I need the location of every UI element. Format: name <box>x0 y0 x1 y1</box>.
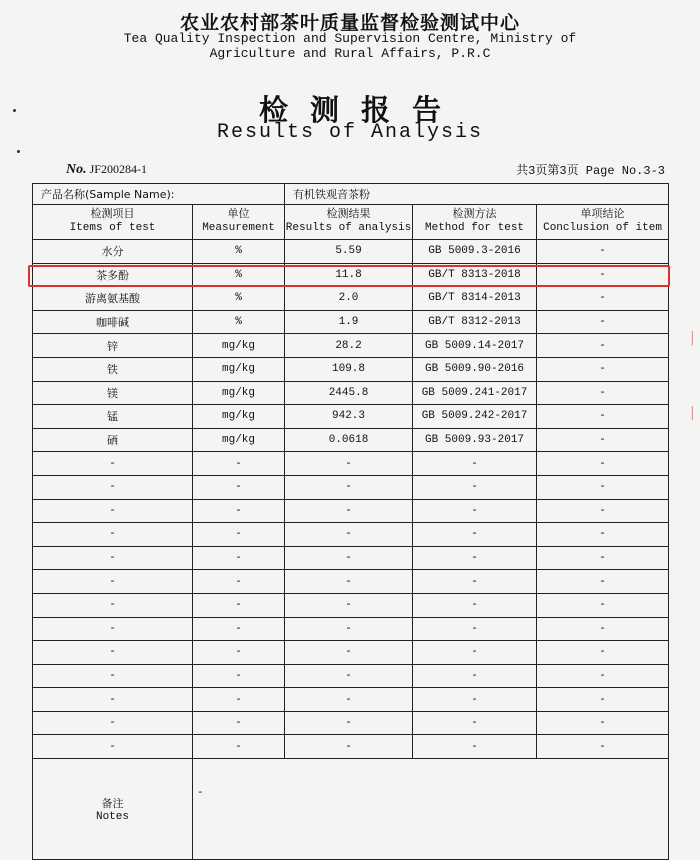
empty-cell: - <box>285 546 413 570</box>
empty-cell: - <box>33 546 193 570</box>
data-row-3: 咖啡碱 % 1.9 GB/T 8312-2013 - <box>33 310 669 334</box>
empty-cell: - <box>537 664 669 688</box>
notes-label: 备注 Notes <box>33 759 193 860</box>
empty-cell: - <box>33 664 193 688</box>
sample-name-label: 产品名称(Sample Name): <box>33 184 285 205</box>
empty-cell: - <box>413 593 537 617</box>
empty-cell: - <box>193 617 285 641</box>
empty-cell: - <box>413 523 537 547</box>
data-row-7: 锰 mg/kg 942.3 GB 5009.242-2017 - <box>33 405 669 429</box>
notes-value: - <box>193 759 669 860</box>
empty-cell: - <box>193 452 285 476</box>
report-number-value: JF200284-1 <box>89 162 147 176</box>
empty-cell: - <box>285 617 413 641</box>
report-title-cn: 检测报告 <box>258 93 463 127</box>
empty-row <box>33 593 669 617</box>
empty-cell: - <box>193 664 285 688</box>
column-header-unit: 单位 Measurement <box>193 205 285 240</box>
sample-name-value: 有机铁观音茶粉 <box>285 184 669 205</box>
page-number: 共3页第3页 Page No.3-3 <box>516 164 665 178</box>
empty-cell: - <box>537 735 669 759</box>
empty-row <box>33 711 669 735</box>
empty-cell: - <box>413 617 537 641</box>
empty-row <box>33 570 669 594</box>
org-name-en-line1: Tea Quality Inspection and Supervision Centre, Ministry of <box>123 31 577 46</box>
scan-bleed-mark: | <box>690 405 695 421</box>
empty-cell: - <box>413 711 537 735</box>
empty-cell: - <box>33 735 193 759</box>
empty-cell: - <box>33 523 193 547</box>
data-row-4: 锌 mg/kg 28.2 GB 5009.14-2017 - <box>33 334 669 358</box>
report-number-mark: No. <box>66 162 87 177</box>
empty-cell: - <box>537 452 669 476</box>
empty-row <box>33 735 669 759</box>
empty-row <box>33 664 669 688</box>
report-number <box>66 162 147 178</box>
empty-cell: - <box>33 641 193 665</box>
empty-cell: - <box>285 452 413 476</box>
empty-row <box>33 641 669 665</box>
empty-cell: - <box>537 475 669 499</box>
empty-cell: - <box>33 452 193 476</box>
empty-cell: - <box>193 546 285 570</box>
empty-cell: - <box>193 523 285 547</box>
empty-cell: - <box>193 593 285 617</box>
empty-cell: - <box>537 641 669 665</box>
empty-cell: - <box>537 546 669 570</box>
empty-row <box>33 617 669 641</box>
notes-row <box>33 759 669 860</box>
empty-cell: - <box>285 735 413 759</box>
empty-cell: - <box>285 688 413 712</box>
empty-cell: - <box>413 499 537 523</box>
empty-cell: - <box>285 711 413 735</box>
data-row-6: 镁 mg/kg 2445.8 GB 5009.241-2017 - <box>33 381 669 405</box>
data-row-8: 硒 mg/kg 0.0618 GB 5009.93-2017 - <box>33 428 669 452</box>
table-header-row <box>33 205 669 240</box>
empty-cell: - <box>537 688 669 712</box>
empty-cell: - <box>193 688 285 712</box>
empty-cell: - <box>537 570 669 594</box>
empty-cell: - <box>537 617 669 641</box>
empty-row <box>33 452 669 476</box>
scan-speck <box>13 109 16 112</box>
empty-cell: - <box>33 617 193 641</box>
empty-cell: - <box>193 735 285 759</box>
column-header-conclusion: 单项结论 Conclusion of item <box>537 205 669 240</box>
sample-name-row <box>33 184 669 205</box>
empty-row <box>33 688 669 712</box>
data-row-1: 茶多酚 % 11.8 GB/T 8313-2018 - <box>33 263 669 287</box>
report-title-en: Results of Analysis <box>216 121 484 144</box>
org-name-en-line2: Agriculture and Rural Affairs, P.R.C <box>209 46 491 61</box>
empty-cell: - <box>193 711 285 735</box>
empty-cell: - <box>285 593 413 617</box>
empty-cell: - <box>193 570 285 594</box>
empty-cell: - <box>413 688 537 712</box>
empty-cell: - <box>285 664 413 688</box>
empty-cell: - <box>285 641 413 665</box>
empty-cell: - <box>413 664 537 688</box>
empty-cell: - <box>413 641 537 665</box>
column-header-method: 检测方法 Method for test <box>413 205 537 240</box>
empty-cell: - <box>193 641 285 665</box>
empty-cell: - <box>285 499 413 523</box>
empty-cell: - <box>33 711 193 735</box>
empty-cell: - <box>413 570 537 594</box>
empty-row <box>33 546 669 570</box>
column-header-item: 检测项目 Items of test <box>33 205 193 240</box>
empty-cell: - <box>413 735 537 759</box>
empty-cell: - <box>537 593 669 617</box>
data-row-5: 铁 mg/kg 109.8 GB 5009.90-2016 - <box>33 357 669 381</box>
empty-cell: - <box>285 523 413 547</box>
column-header-result: 检测结果 Results of analysis <box>285 205 413 240</box>
empty-cell: - <box>33 593 193 617</box>
empty-cell: - <box>413 546 537 570</box>
scan-speck <box>17 150 20 153</box>
data-row-2: 游离氨基酸 % 2.0 GB/T 8314-2013 - <box>33 287 669 311</box>
empty-cell: - <box>413 475 537 499</box>
empty-cell: - <box>33 475 193 499</box>
empty-cell: - <box>537 523 669 547</box>
empty-cell: - <box>193 499 285 523</box>
highlight-box-tea-polyphenols <box>28 265 670 287</box>
empty-cell: - <box>33 570 193 594</box>
empty-cell: - <box>33 688 193 712</box>
empty-cell: - <box>285 475 413 499</box>
empty-row <box>33 499 669 523</box>
scan-bleed-mark: | <box>690 330 695 346</box>
empty-cell: - <box>33 499 193 523</box>
empty-cell: - <box>537 711 669 735</box>
empty-cell: - <box>537 499 669 523</box>
org-name-en <box>0 31 700 61</box>
empty-cell: - <box>285 570 413 594</box>
data-row-0: 水分 % 5.59 GB 5009.3-2016 - <box>33 240 669 264</box>
empty-row <box>33 475 669 499</box>
empty-cell: - <box>193 475 285 499</box>
empty-cell: - <box>413 452 537 476</box>
empty-row <box>33 523 669 547</box>
org-name-cn: 农业农村部茶叶质量监督检验测试中心 <box>179 12 520 34</box>
